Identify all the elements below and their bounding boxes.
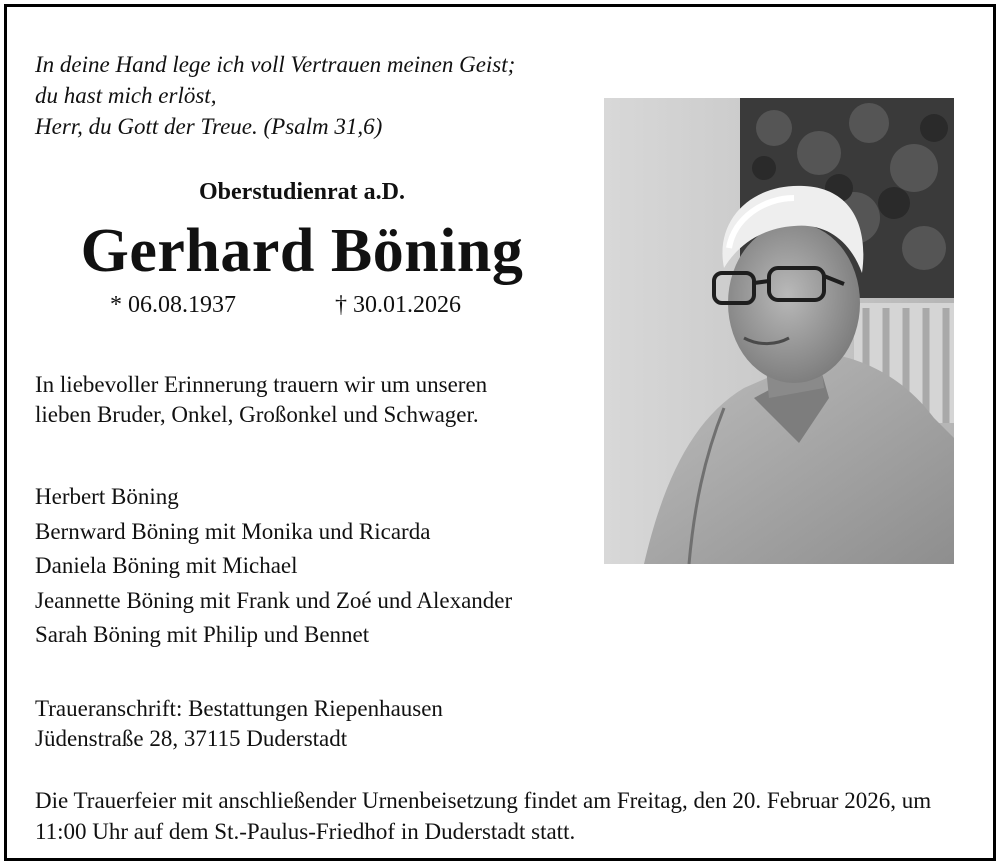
list-item: Jeannette Böning mit Frank und Zoé und Alexander [35,587,513,613]
intro-line: lieben Bruder, Onkel, Großonkel und Schwager. [35,402,479,427]
deceased-title: Oberstudienrat a.D. [199,179,405,205]
birth-date: * 06.08.1937 [110,292,236,318]
intro-text [35,370,487,430]
death-date: † 30.01.2026 [335,292,461,318]
portrait-photo [604,98,954,564]
list-item: Bernward Böning mit Monika und Ricarda [35,518,431,544]
mourning-address [35,694,443,754]
mourners-list [35,480,512,653]
psalm-line: In deine Hand lege ich voll Vertrauen meinen Geist; [35,52,516,77]
psalm-line: du hast mich erlöst, [35,83,217,108]
address-line: Traueranschrift: Bestattungen Riepenhausen [35,696,443,721]
list-item: Herbert Böning [35,484,179,509]
funeral-notice: Die Trauerfeier mit anschließender Urnenbeisetzung findet am Freitag, den 20. Februar 2026, um 11:00 Uhr auf dem St.-Paulus-Friedhof in Duderstadt statt. [35,788,932,844]
psalm-quote [35,49,515,142]
obituary-frame [4,4,996,861]
address-line: Jüdenstraße 28, 37115 Duderstadt [35,726,348,751]
intro-line: In liebevoller Erinnerung trauern wir um unseren [35,372,488,397]
psalm-line: Herr, du Gott der Treue. (Psalm 31,6) [35,114,383,139]
list-item: Daniela Böning mit Michael [35,553,298,578]
list-item: Sarah Böning mit Philip und Bennet [35,622,370,647]
deceased-name: Gerhard Böning [80,217,524,285]
